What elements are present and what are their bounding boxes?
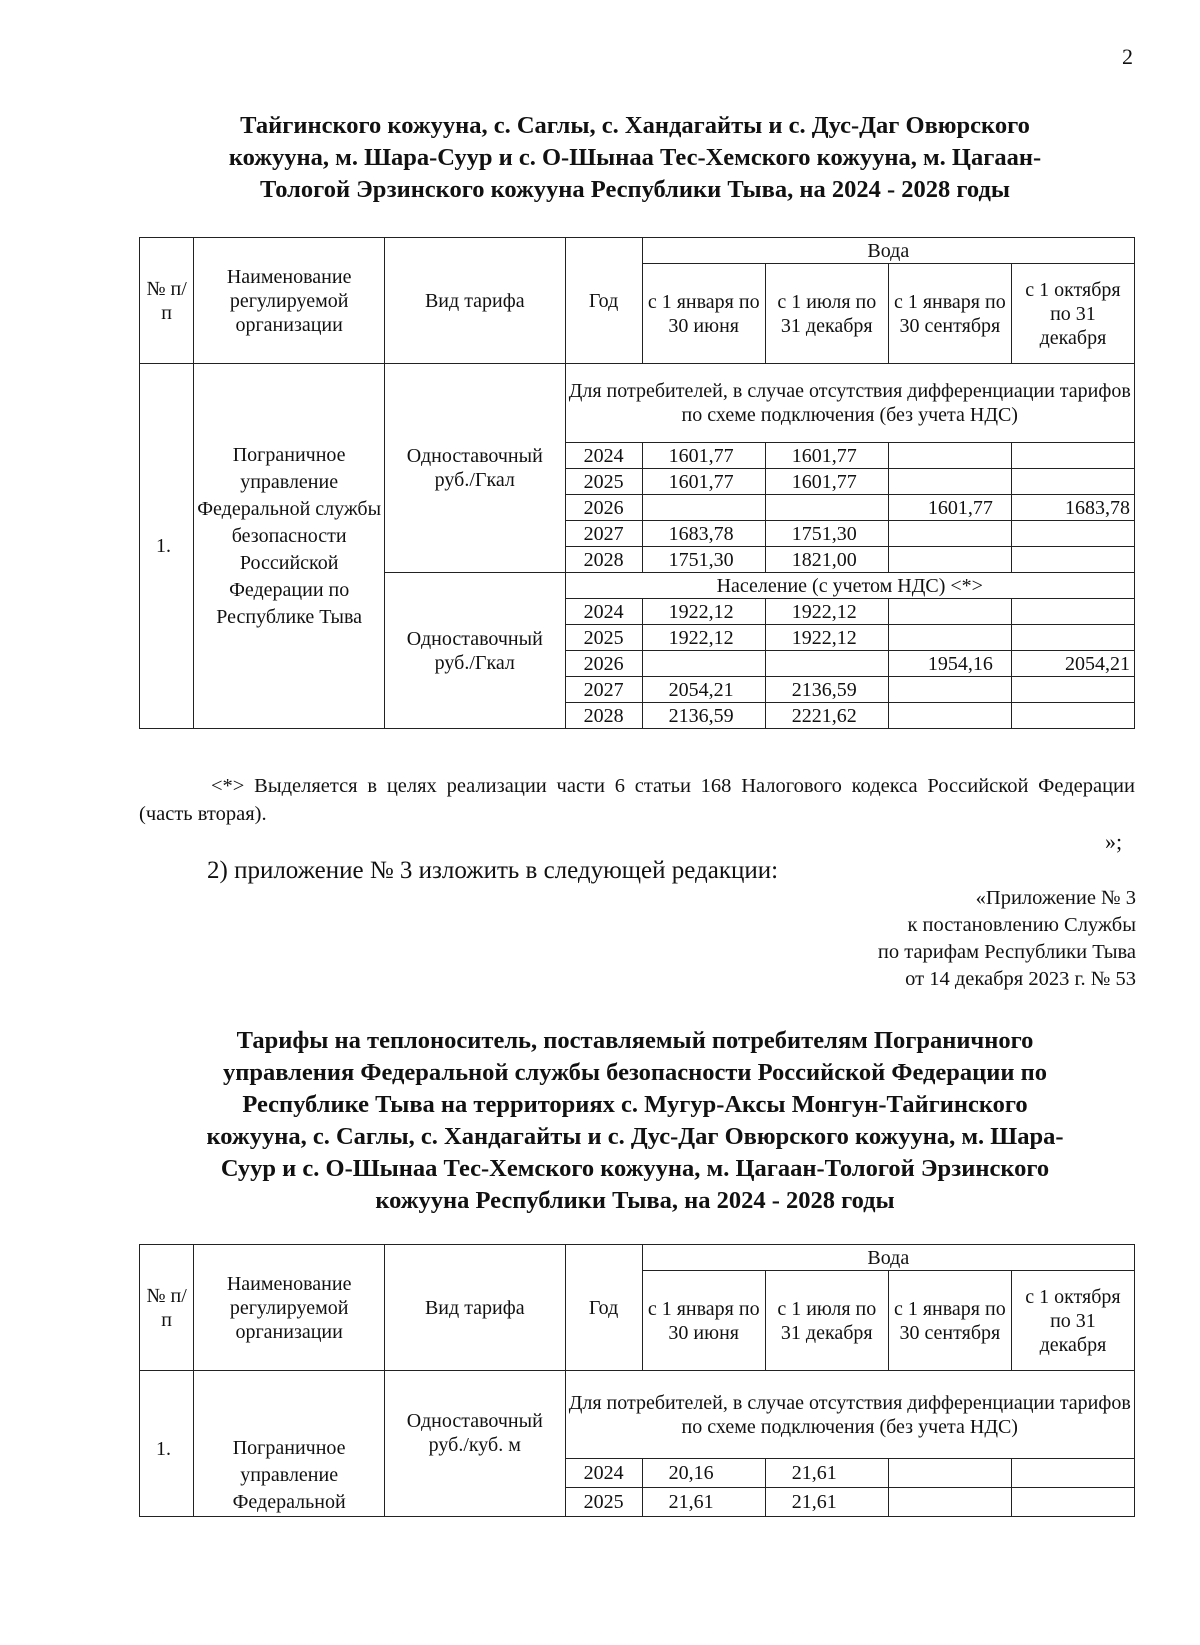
- value-cell: [642, 651, 765, 677]
- appendix-reference: [878, 885, 1136, 993]
- year-cell: 2024: [565, 443, 642, 469]
- value-cell: 21,61: [642, 1488, 765, 1517]
- row-num: 1.: [140, 1371, 194, 1517]
- header-org: Наименование регулируемой организации: [194, 238, 385, 364]
- value-cell: 2136,59: [765, 677, 888, 703]
- value-cell: 20,16: [642, 1459, 765, 1488]
- header-tariff-type: Вид тарифа: [385, 238, 565, 364]
- value-cell: [888, 625, 1011, 651]
- value-cell: [888, 443, 1011, 469]
- value-cell: [1011, 677, 1134, 703]
- value-cell: [888, 1488, 1011, 1517]
- value-cell: 1601,77: [642, 443, 765, 469]
- value-cell: [1011, 469, 1134, 495]
- value-cell: [888, 1459, 1011, 1488]
- value-cell: [1011, 1488, 1134, 1517]
- value-cell: [1011, 521, 1134, 547]
- value-cell: [642, 495, 765, 521]
- page-number: 2: [1122, 44, 1133, 69]
- header-period: с 1 января по 30 июня: [642, 1271, 765, 1371]
- title-line: Тарифы на теплоноситель, поставляемый потребителям Пограничного: [236, 1027, 1034, 1054]
- value-cell: [888, 703, 1011, 729]
- title-line: кожууна, м. Шара-Суур и с. О-Шынаа Тес-Хемского кожууна, м. Цагаан-: [228, 144, 1042, 171]
- year-cell: 2025: [565, 625, 642, 651]
- year-cell: 2027: [565, 521, 642, 547]
- appendix-line: к постановлению Службы: [907, 914, 1136, 936]
- header-year: Год: [565, 1245, 642, 1371]
- year-cell: 2027: [565, 677, 642, 703]
- year-cell: 2026: [565, 495, 642, 521]
- value-cell: [888, 677, 1011, 703]
- value-cell: 1601,77: [642, 469, 765, 495]
- title-line: кожууна Республики Тыва, на 2024 - 2028 годы: [375, 1187, 895, 1214]
- header-period: с 1 октября по 31 декабря: [1011, 1271, 1134, 1371]
- org-name: Пограничное управление Федеральной: [194, 1371, 385, 1517]
- value-cell: 2054,21: [642, 677, 765, 703]
- closing-quote: »;: [1105, 829, 1123, 854]
- value-cell: [1011, 625, 1134, 651]
- value-cell: 1751,30: [642, 547, 765, 573]
- table1-title: [140, 110, 1130, 206]
- value-cell: 2221,62: [765, 703, 888, 729]
- title-line: Суур и с. О-Шынаа Тес-Хемского кожууна, м. Цагаан-Тологой Эрзинского: [220, 1155, 1050, 1182]
- header-period: с 1 января по 30 сентября: [888, 1271, 1011, 1371]
- value-cell: [1011, 1459, 1134, 1488]
- value-cell: 1751,30: [765, 521, 888, 547]
- appendix-line: по тарифам Республики Тыва: [877, 941, 1136, 963]
- header-num: № п/п: [140, 1245, 194, 1371]
- header-num: № п/п: [140, 238, 194, 364]
- tariff-table-1: [139, 237, 1135, 729]
- value-cell: 1922,12: [642, 625, 765, 651]
- value-cell: 1601,77: [888, 495, 1011, 521]
- value-cell: 1922,12: [765, 625, 888, 651]
- appendix-line: от 14 декабря 2023 г. № 53: [905, 968, 1136, 990]
- value-cell: 2054,21: [1011, 651, 1134, 677]
- row-num: 1.: [140, 364, 194, 729]
- year-cell: 2025: [565, 1488, 642, 1517]
- value-cell: [888, 547, 1011, 573]
- year-cell: 2028: [565, 547, 642, 573]
- header-group-water: Вода: [642, 1245, 1134, 1271]
- tariff-type: Одноставочный руб./Гкал: [385, 573, 565, 729]
- title-line: кожууна, с. Саглы, с. Хандагайты и с. Дус-Даг Овюрского кожууна, м. Шара-: [206, 1123, 1064, 1150]
- value-cell: 1601,77: [765, 443, 888, 469]
- year-cell: 2026: [565, 651, 642, 677]
- value-cell: [888, 521, 1011, 547]
- tariff-type: Одноставочный руб./куб. м: [385, 1371, 565, 1517]
- year-cell: 2024: [565, 599, 642, 625]
- header-period: с 1 января по 30 сентября: [888, 264, 1011, 364]
- value-cell: 1601,77: [765, 469, 888, 495]
- title-line: управления Федеральной службы безопасности Российской Федерации по: [223, 1059, 1047, 1086]
- value-cell: [1011, 443, 1134, 469]
- section-title: Население (с учетом НДС) <*>: [565, 573, 1135, 599]
- title-line: Тайгинского кожууна, с. Саглы, с. Хандагайты и с. Дус-Даг Овюрского: [240, 112, 1030, 139]
- value-cell: [1011, 599, 1134, 625]
- header-org: Наименование регулируемой организации: [194, 1245, 385, 1371]
- value-cell: [765, 651, 888, 677]
- org-name: Пограничное управление Федеральной службы безопасности Российской Федерации по Республике Тыва: [194, 364, 385, 729]
- value-cell: 2136,59: [642, 703, 765, 729]
- year-cell: 2028: [565, 703, 642, 729]
- value-cell: 1683,78: [642, 521, 765, 547]
- value-cell: 21,61: [765, 1488, 888, 1517]
- header-period: с 1 октября по 31 декабря: [1011, 264, 1134, 364]
- value-cell: [888, 599, 1011, 625]
- header-tariff-type: Вид тарифа: [385, 1245, 565, 1371]
- value-cell: 1821,00: [765, 547, 888, 573]
- tariff-table-2: [139, 1244, 1135, 1517]
- tariff-type: Одноставочный руб./Гкал: [385, 364, 565, 573]
- footnote: <*> Выделяется в целях реализации части 6 статьи 168 Налогового кодекса Российской Федерации (часть вторая).: [139, 775, 1135, 825]
- value-cell: [888, 469, 1011, 495]
- header-year: Год: [565, 238, 642, 364]
- year-cell: 2024: [565, 1459, 642, 1488]
- value-cell: 1683,78: [1011, 495, 1134, 521]
- value-cell: 1922,12: [642, 599, 765, 625]
- value-cell: 1922,12: [765, 599, 888, 625]
- value-cell: [765, 495, 888, 521]
- section-title: Для потребителей, в случае отсутствия дифференциации тарифов по схеме подключения (без учета НДС): [565, 364, 1135, 443]
- title-line: Тологой Эрзинского кожууна Республики Тыва, на 2024 - 2028 годы: [260, 176, 1010, 203]
- value-cell: [1011, 703, 1134, 729]
- section-title: Для потребителей, в случае отсутствия дифференциации тарифов по схеме подключения (без учета НДС): [565, 1371, 1135, 1459]
- header-period: с 1 июля по 31 декабря: [765, 264, 888, 364]
- title-line: Республике Тыва на территориях с. Мугур-Аксы Монгун-Тайгинского: [242, 1091, 1028, 1118]
- header-period: с 1 января по 30 июня: [642, 264, 765, 364]
- header-group-water: Вода: [642, 238, 1134, 264]
- value-cell: [1011, 547, 1134, 573]
- header-period: с 1 июля по 31 декабря: [765, 1271, 888, 1371]
- table2-title: [140, 1025, 1130, 1217]
- appendix-line: «Приложение № 3: [975, 887, 1136, 909]
- value-cell: 21,61: [765, 1459, 888, 1488]
- value-cell: 1954,16: [888, 651, 1011, 677]
- paragraph-2: 2) приложение № 3 изложить в следующей редакции:: [207, 857, 779, 884]
- year-cell: 2025: [565, 469, 642, 495]
